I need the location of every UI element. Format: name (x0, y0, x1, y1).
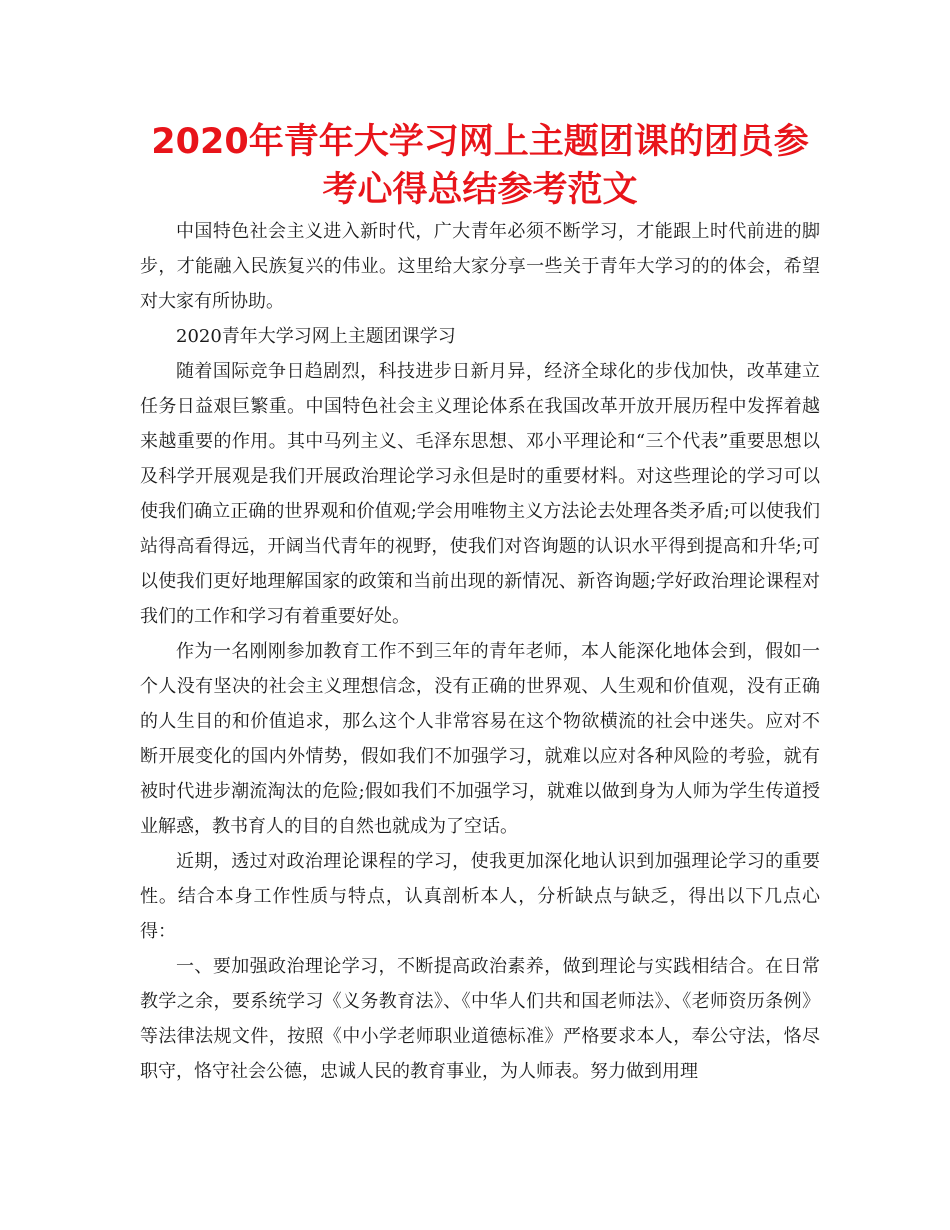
paragraph-point-one: 一、要加强政治理论学习，不断提高政治素养，做到理论与实践相结合。在日常教学之余，要系统学习《义务教育法》、《中华人们共和国老师法》、《老师资历条例》等法律法规文件，按照《中小学老师职业道德标准》严格要求本人，奉公守法，恪尽职守，恪守社会公德，忠诚人民的教育事业，为人师表。努力做到用理 (140, 956, 820, 1082)
paragraph-theory: 随着国际竞争日趋剧烈，科技进步日新月异，经济全球化的步伐加快，改革建立任务日益艰巨繁重。中国特色社会主义理论体系在我国改革开放开展历程中发挥着越来越重要的作用。其中马列主义、毛泽东思想、邓小平理论和“三个代表”重要思想以及科学开展观是我们开展政治理论学习永但是时的重要材料。对这些理论的学习可以使我们确立正确的世界观和价值观;学会用唯物主义方法论去处理各类矛盾;可以使我们站得高看得远，开阔当代青年的视野，使我们对咨询题的认识水平得到提高和升华;可以使我们更好地理解国家的政策和当前出现的新情况、新咨询题;学好政治理论课程对我们的工作和学习有着重要好处。 (140, 361, 820, 627)
paragraph-intro: 中国特色社会主义进入新时代，广大青年必须不断学习，才能跟上时代前进的脚步，才能融入民族复兴的伟业。这里给大家分享一些关于青年大学习的的体会，希望对大家有所协助。 (140, 221, 820, 312)
paragraph-subheading: 2020青年大学习网上主题团课学习 (176, 326, 456, 347)
document-title: 2020年青年大学习网上主题团课的团员参考心得总结参考范文 (151, 122, 809, 210)
paragraph-recent: 近期，透过对政治理论课程的学习，使我更加深化地认识到加强理论学习的重要性。结合本身工作性质与特点，认真剖析本人，分析缺点与缺乏，得出以下几点心得： (140, 851, 820, 942)
paragraph-teacher: 作为一名刚刚参加教育工作不到三年的青年老师，本人能深化地体会到，假如一个人没有坚决的社会主义理想信念，没有正确的世界观、人生观和价值观，没有正确的人生目的和价值追求，那么这个人非常容易在这个物欲横流的社会中迷失。应对不断开展变化的国内外情势，假如我们不加强学习，就难以应对各种风险的考验，就有被时代进步潮流淘汰的危险;假如我们不加强学习，就难以做到身为人师为学生传道授业解惑，教书育人的目的自然也就成为了空话。 (140, 641, 820, 837)
document-body (140, 214, 820, 1089)
